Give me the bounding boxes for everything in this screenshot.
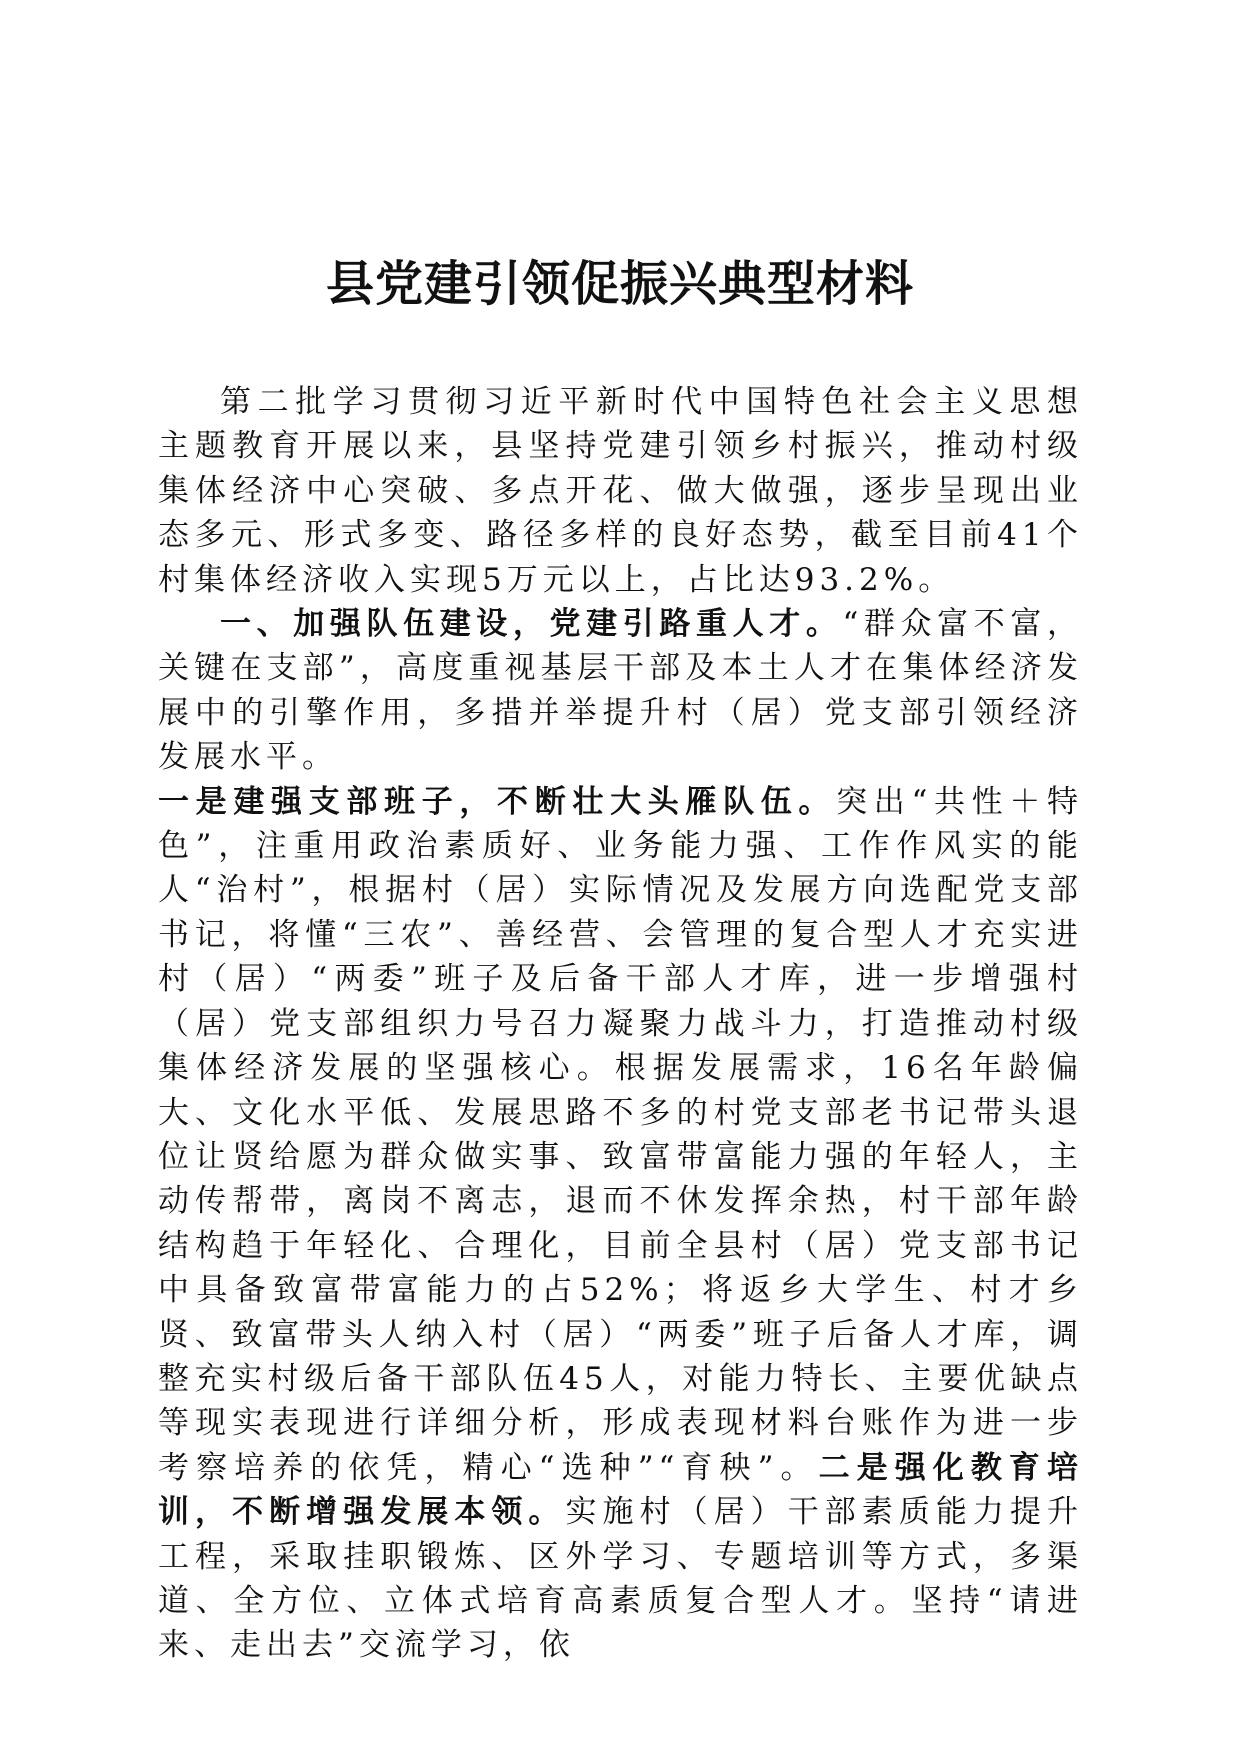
point-2-body: 实施村（居）干部素质能力提升工程，采取挂职锻炼、区外学习、专题培训等方式，多渠道、全方位、立体式培育高素质复合型人才。坚持“请进来、走出去”交流学习，依	[158, 1494, 1084, 1664]
point-1-body: 突出“共性＋特色”，注重用政治素质好、业务能力强、工作作风实的能人“治村”，根据村（居）实际情况及发展方向选配党支部书记，将懂“三农”、善经营、会管理的复合型人才充实进村（居）“两委”班子及后备干部人才库，进一步增强村（居）党支部组织力号召力凝聚力战斗力，打造推动村级集体经济发展的坚强核心。根据发展需求，16名年龄偏大、文化水平低、发展思路不多的村党支部老书记带头退位让贤给愿为群众做实事、致富带富能力强的年轻人，主动传帮带，离岗不离志，退而不休发挥余热，村干部年龄结构趋于年轻化、合理化，目前全县村（居）党支部书记中具备致富带富能力的占52%；将返乡大学生、村才乡贤、致富带头人纳入村（居）“两委”班子后备人才库，调整充实村级后备干部队伍45人，对能力特长、主要优缺点等现实表现进行详细分析，形成表现材料台账作为进一步考察培养的依凭，精心“选种”“育秧”。	[158, 783, 1083, 1486]
section-1-paragraph	[158, 602, 1083, 780]
document-title: 县党建引领促振兴典型材料	[325, 256, 914, 312]
intro-paragraph: 第二批学习贯彻习近平新时代中国特色社会主义思想主题教育开展以来，县坚持党建引领乡村振兴，推动村级集体经济中心突破、多点开花、做大做强，逐步呈现出业态多元、形式多变、路径多样的良好态势，截至目前41个村集体经济收入实现5万元以上，占比达93.2%。	[158, 384, 1083, 598]
section-1-lead: “群众富不富，关键在支部”，高度重视基层干部及本土人才在集体经济发展中的引擎作用，多措并举提升村（居）党支部引领经济发展水平。	[158, 606, 1083, 776]
point-2-heading: 二是强化教育培训，不断增强发展本领。	[158, 1449, 1083, 1531]
point-paragraph	[158, 780, 1083, 1668]
point-1-heading: 一是建强支部班子，不断壮大头雁队伍。	[158, 783, 837, 820]
document-body	[158, 380, 1083, 1668]
section-1-heading: 一、加强队伍建设，党建引路重人才。	[220, 606, 843, 643]
